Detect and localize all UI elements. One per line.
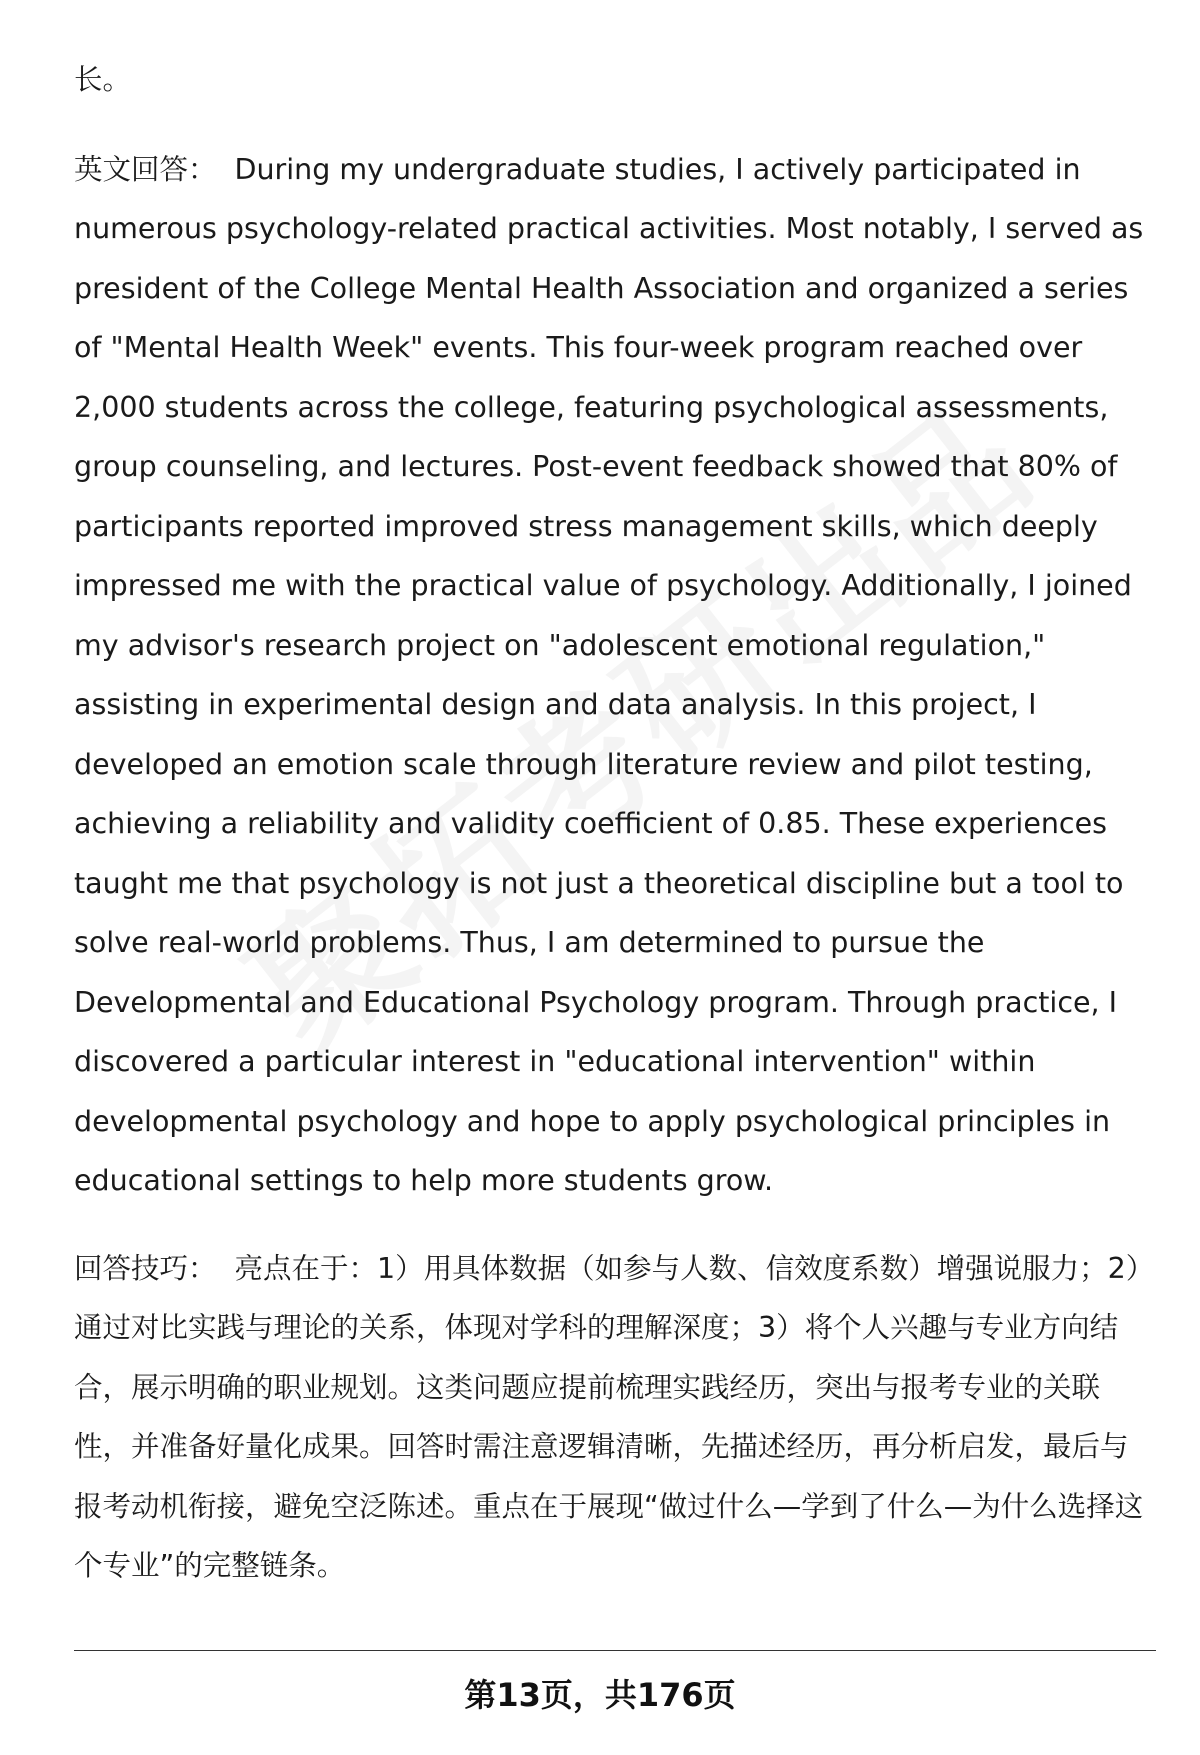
- continuation-text: 长。: [74, 63, 132, 96]
- document-content: [74, 50, 1154, 1596]
- english-answer-label: 英文回答：: [74, 152, 217, 186]
- page-indicator: 第13页，共176页: [464, 1676, 736, 1714]
- english-answer-paragraph: [74, 140, 1154, 1211]
- english-answer-text: During my undergraduate studies, I actively participated in numerous psychology-related practical activities. Most notably, I served as president of the College Mental Health Association and organized a series of "Mental Health Week" events. This four-week program reached over 2,000 students across the college, featuring psychological assessments, group counseling, and lectures. Post-event feedback showed that 80% of participants reported improved stress management skills, which deeply impressed me with the practical value of psychology. Additionally, I joined my advisor's research project on "adolescent emotional regulation," assisting in experimental design and data analysis. In this project, I developed an emotion scale through literature review and pilot testing, achieving a reliability and validity coefficient of 0.85. These experiences taught me that psychology is not just a theoretical discipline but a tool to solve real-world problems. Thus, I am determined to pursue the Developmental and Educational Psychology program. Through practice, I discovered a particular interest in "educational intervention" within developmental psychology and hope to apply psychological principles in educational settings to help more students grow.: [74, 152, 1144, 1197]
- footer-divider: [74, 1650, 1156, 1651]
- answer-tips-paragraph: [74, 1239, 1154, 1596]
- answer-tips-text: 亮点在于：1）用具体数据（如参与人数、信效度系数）增强说服力；2）通过对比实践与理论的关系，体现对学科的理解深度；3）将个人兴趣与专业方向结合，展示明确的职业规划。这类问题应提前梳理实践经历，突出与报考专业的关联性，并准备好量化成果。回答时需注意逻辑清晰，先描述经历，再分析启发，最后与报考动机衔接，避免空泛陈述。重点在于展现“做过什么—学到了什么—为什么选择这个专业”的完整链条。: [74, 1251, 1144, 1582]
- answer-tips-label: 回答技巧：: [74, 1251, 217, 1285]
